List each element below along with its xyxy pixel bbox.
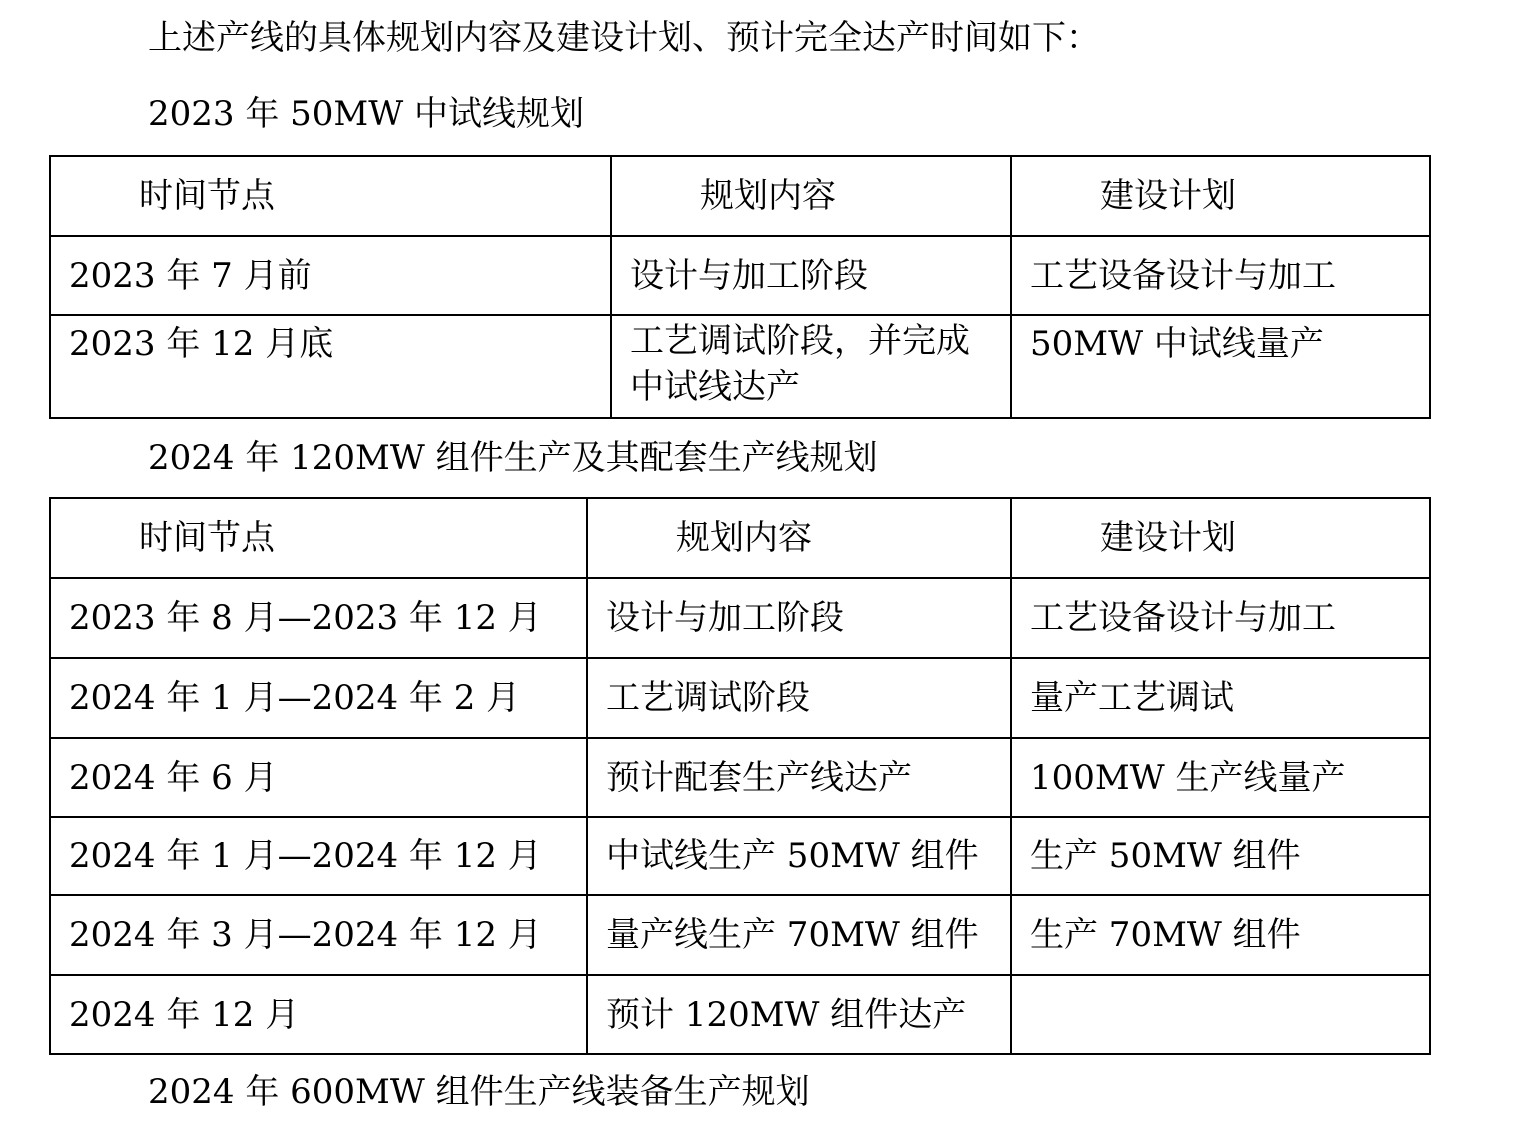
cell-plan: 100MW 生产线量产: [1011, 738, 1430, 817]
table-header-row: [50, 156, 1430, 236]
section2-title: 2024 年 120MW 组件生产及其配套生产线规划: [148, 438, 878, 478]
table-row: [50, 817, 1430, 895]
cell-plan: 工艺设备设计与加工: [1011, 578, 1430, 658]
cell-time: 2023 年 8 月—2023 年 12 月: [50, 578, 587, 658]
cell-plan: 量产工艺调试: [1011, 658, 1430, 738]
cell-content: 工艺调试阶段: [587, 658, 1011, 738]
cell-content: 预计配套生产线达产: [587, 738, 1011, 817]
cell-time: 2024 年 12 月: [50, 975, 587, 1054]
cell-time: 2023 年 12 月底: [50, 315, 611, 418]
table-header-row: [50, 498, 1430, 578]
header-content: 规划内容: [587, 498, 1011, 578]
header-plan: 建设计划: [1011, 156, 1430, 236]
table-row: [50, 738, 1430, 817]
section2-table: [49, 497, 1431, 1055]
section3-title: 2024 年 600MW 组件生产线装备生产规划: [148, 1072, 810, 1112]
cell-content: 设计与加工阶段: [587, 578, 1011, 658]
table-row: [50, 578, 1430, 658]
table-row: [50, 975, 1430, 1054]
table-row: [50, 895, 1430, 975]
intro-paragraph: 上述产线的具体规划内容及建设计划、预计完全达产时间如下：: [148, 18, 1100, 58]
header-time: 时间节点: [50, 498, 587, 578]
cell-time: 2024 年 6 月: [50, 738, 587, 817]
header-plan: 建设计划: [1011, 498, 1430, 578]
header-time: 时间节点: [50, 156, 611, 236]
cell-plan: 50MW 中试线量产: [1011, 315, 1430, 418]
table-row: [50, 236, 1430, 315]
table-row: [50, 658, 1430, 738]
cell-content: 中试线生产 50MW 组件: [587, 817, 1011, 895]
cell-content: 设计与加工阶段: [611, 236, 1011, 315]
cell-content: 量产线生产 70MW 组件: [587, 895, 1011, 975]
section1-title: 2023 年 50MW 中试线规划: [148, 94, 584, 134]
cell-content: 工艺调试阶段，并完成中试线达产: [611, 315, 1011, 418]
cell-content: 预计 120MW 组件达产: [587, 975, 1011, 1054]
cell-time: 2023 年 7 月前: [50, 236, 611, 315]
cell-plan: [1011, 975, 1430, 1054]
cell-plan: 生产 50MW 组件: [1011, 817, 1430, 895]
cell-time: 2024 年 1 月—2024 年 12 月: [50, 817, 587, 895]
header-content: 规划内容: [611, 156, 1011, 236]
cell-time: 2024 年 1 月—2024 年 2 月: [50, 658, 587, 738]
table-row: [50, 315, 1430, 418]
cell-plan: 生产 70MW 组件: [1011, 895, 1430, 975]
cell-time: 2024 年 3 月—2024 年 12 月: [50, 895, 587, 975]
section1-table: [49, 155, 1431, 419]
cell-plan: 工艺设备设计与加工: [1011, 236, 1430, 315]
